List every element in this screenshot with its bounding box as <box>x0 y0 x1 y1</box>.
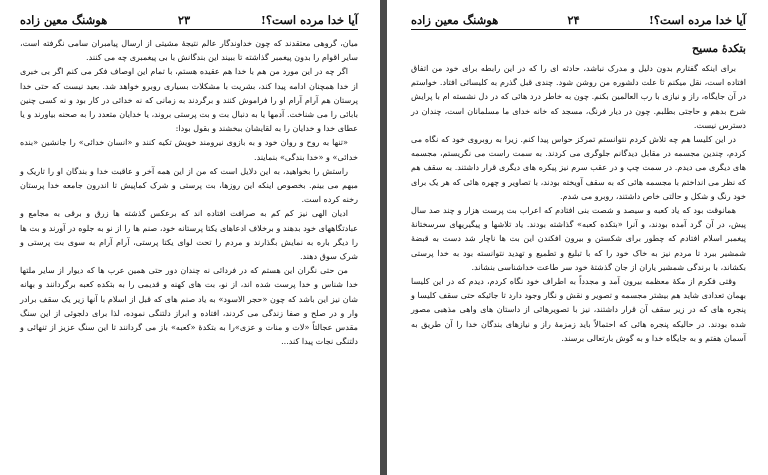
intro-paragraph: برای اینکه گفتارم بدون دلیل و مدرک نباشد، حادثه ای را که در این رابطه برای خود من اتفاق افتاده است، نقل میکنم تا علت دلشوره من روشن شود. چندی قبل گذرم به کلیسائی افتاد. خواستم در آن جایگاه، راز و نیازی با رب العالمین بکنم. چون به خاطر درد هائی که در دل نشسته ام با پرایش شرح بدهم و حاجتی بطلبم. چون در دیار فرنگ، مسجد که خانه خدای ما مسلمانان است، چندان در دسترس نیست. <box>411 63 746 130</box>
paragraph: من حتی نگران این هستم که در فردائی نه چندان دور حتی همین عرب ها که دیوار از سایر ملتها خدا شناس و خدا پرست شده اند، از نو، بت های کهنه و قدیمی را به بتکده کعبه برگردانند و بهانه شان نیز این باشد که چون «حجر الاسود» به یاد صنم های که قبل از اسلام با آنها زیر یک سقف برادر وار و در صلح و صفا زندگی می کردند، افتاده و ابراز دلتنگی نموده، لذا برای دلجوئی از این سنگ مقدس عجالتاً «لات و منات و عزی»را به بتکدهٔ «کعبه» باز می گردانند تا این سنگ عزیز از تنهائی و دلتنگی نجات پیدا کند... <box>20 265 358 347</box>
right-header-title: آیا خدا مرده است؟! <box>648 13 746 27</box>
right-page-header <box>411 10 746 30</box>
left-header-page-number: ۲۳ <box>177 13 191 27</box>
right-header-page-number: ۲۴ <box>567 13 580 27</box>
left-page <box>0 0 380 475</box>
paragraph: همانوقت بود که یاد کعبه و سیصد و شصت بنی افتادم که اعراب بت پرست هزار و چند صد سال پیش، در آن گرد آمده بودند، و آنرا «بتکده کعبه» گذاشته بودند. یاد تلاشها و پیگیریهای سرسختانهٔ پیغمبر اسلام افتادم که چطور برای شکستن و بیرون افکندن این بت ها ناچار شد دست به قبضهٔ شمشیر ببرد تا مردم نیز به خاک خود را که با تبلیغ و تطمیع و تهدید نتوانسته بود به خدا پرستی بکشاند، با برندگی شمشیر یاران از جان گذشتهٔ خود سر طاعت خداشناسی بنشاند. <box>411 205 746 272</box>
paragraph: «تنها به روح و روان خود و به بازوی نیرومند خویش تکیه کنند و «انسان خدائی» را جانشین «بنده خدائی» و «خدا بندگی» بنمایند. <box>20 137 358 162</box>
paragraph: میان، گروهی معتقدند که چون خداوندگار عالم نتیجهٔ مشیتی از ارسال پیامبران سامی نگرفته است، سایر اقوام را بدون پیغمبر گذاشته تا ببیند این بندگانش با بی پیغمبری چه می کنند. <box>20 38 358 63</box>
left-page-header <box>20 10 358 30</box>
section-title: بتکدهٔ مسیح <box>692 42 746 55</box>
left-page-body <box>20 36 358 348</box>
left-header-author: هوشنگ معین زاده <box>20 13 108 27</box>
left-header-title: آیا خدا مرده است؟! <box>260 13 358 27</box>
paragraph: ادیان الهی نیز کم کم به صرافت افتاده اند که برعکس گذشته ها زرق و برقی به مجامع و عبادتگاههای خود بدهند و برخلاف ادعاهای یکتا پرستانه خود، صنم ها را از نو به جلوه در آورند و بت ها را دیگر باره به نمایش بگذارند و مردم را تحت لوای یکتا پرستی، آرام آرام به سوی بت پرستی و شرک سوق دهند. <box>20 208 358 262</box>
paragraph: وقتی فکرم از مکهٔ معظمه بیرون آمد و مجدداً به اطراف خود نگاه کردم، دیدم که در این کلیسا بهمان تعدادی شاید هم بیشتر مجسمه و تصویر و نقش و نگار وجود دارد تا جائیکه حتی سقف کلیسا و پنجره های که در زیر سقف آن قرار داشتند، نیز با تصویرهائی از داستان های واهی مذهبی مصور شده بودند. در حالیکه پنجره هائی که احتمالاً باید زمزمهٔ راز و نیازهای بندگان خدا را آن طریق به آسمان هفتم و به جایگاه خدا و به گوش بارتعالی برسند. <box>411 276 746 343</box>
right-header-author: هوشنگ معین زاده <box>411 13 499 27</box>
right-page <box>387 0 768 475</box>
right-page-body <box>411 61 746 345</box>
paragraph: اگر چه در این مورد من هم با خدا هم عقیده هستم، با تمام این اوصاف فکر می کنم اگر بی خبری از خدا همچنان ادامه پیدا کند، بشریت با مشکلات بسیاری روبرو خواهد شد. بعید نیست که حتی خدا پرستان هم آرام آرام او را فراموش کنند و برگردند به زمانی که نه خدائی در کار بود و نه کسی چنین بابائی را می شناخت. آدمها یا به دنبال بت و بت پرستی بروند، یا خدایان متعدد را به صحنه بیاورند و یا عطای خدا و خدایان را به لقایشان ببخشند و بقول بودا: <box>20 66 358 134</box>
paragraph: در این کلیسا هم چه تلاش کردم نتوانستم تمرکز حواس پیدا کنم. زیرا به روبروی خود که نگاه می کردم، چندین مجسمه در مقابل دیدگانم جلوگری می کردند. به سمت راست می نگریستم، مجسمه های دیگری می دیدم. در سمت چپ و در عقب سرم نیز پیکره های دیگری قرار داشتند. به سقف هم که نظر می انداختم با مجسمه هائی که به سقف آویخته بودند، با تصاویر و چهره هائی که هر یک برای خود رنگ و شکل و حالتی خاص داشتند، روبرو می شدم. <box>411 134 746 201</box>
paragraph: راستش را بخواهید، به این دلایل است که من از این همه آخر و عاقبت خدا و بندگان او را تاریک و مبهم می بینم. بخصوص اینکه این روزها، بت پرستی و شرک کماپیش تا اندرون جامعه خدا پرستان رخنه کرده است. <box>20 165 358 205</box>
